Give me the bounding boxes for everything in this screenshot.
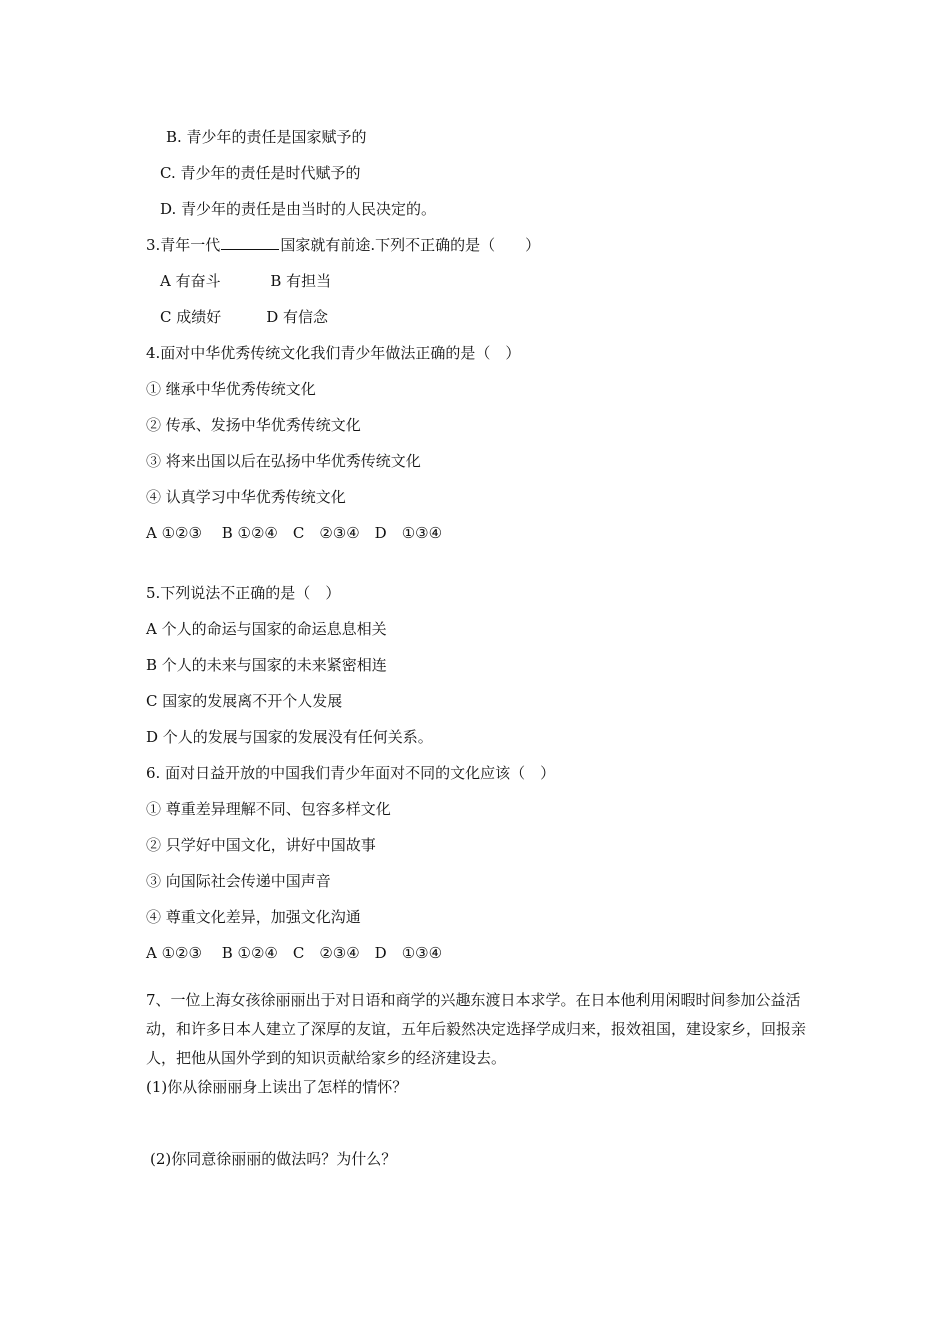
- q2-option-c: C. 青少年的责任是时代赋予的: [160, 164, 361, 182]
- q6-item: ① 尊重差异理解不同、包容多样文化: [146, 800, 391, 818]
- q5-stem: 5.下列说法不正确的是（ ）: [146, 584, 341, 602]
- q4-choices: A ①②③ B ①②④ C ②③④ D ①③④: [146, 524, 443, 542]
- q4-stem: 4.面对中华优秀传统文化我们青少年做法正确的是（ ）: [146, 344, 521, 362]
- q6-item: ④ 尊重文化差异，加强文化沟通: [146, 908, 361, 926]
- q4-item: ① 继承中华优秀传统文化: [146, 380, 316, 398]
- q4-item: ② 传承、发扬中华优秀传统文化: [146, 416, 361, 434]
- q2-option-b: B. 青少年的责任是国家赋予的: [166, 128, 367, 146]
- q2-option-d: D. 青少年的责任是由当时的人民决定的。: [160, 200, 437, 218]
- q6-stem: 6. 面对日益开放的中国我们青少年面对不同的文化应该（ ）: [146, 764, 556, 782]
- q3-stem-before: 3.青年一代: [146, 236, 221, 254]
- q3-options-row1: A 有奋斗 B 有担当: [160, 272, 332, 290]
- q3-answer-blank: [221, 235, 279, 250]
- q7-paragraph: 7、一位上海女孩徐丽丽出于对日语和商学的兴趣东渡日本求学。在日本他利用闲暇时间参加公益活动，和许多日本人建立了深厚的友谊，五年后毅然决定选择学成归来，报效祖国，建设家乡，回报亲人，把他从国外学到的知识贡献给家乡的经济建设去。: [146, 991, 807, 1067]
- q4-item: ③ 将来出国以后在弘扬中华优秀传统文化: [146, 452, 421, 470]
- q3-stem: [146, 235, 540, 255]
- q4-item: ④ 认真学习中华优秀传统文化: [146, 488, 346, 506]
- q6-item: ② 只学好中国文化，讲好中国故事: [146, 836, 376, 854]
- q3-stem-after: 国家就有前途.下列不正确的是（ ）: [280, 236, 541, 254]
- q7-subquestion-1: (1)你从徐丽丽身上读出了怎样的情怀？: [146, 1078, 408, 1096]
- q7-subquestion-2: (2)你同意徐丽丽的做法吗？为什么？: [150, 1150, 397, 1168]
- q5-item: D 个人的发展与国家的发展没有任何关系。: [146, 728, 433, 746]
- q6-item: ③ 向国际社会传递中国声音: [146, 872, 331, 890]
- q5-item: A 个人的命运与国家的命运息息相关: [146, 620, 387, 638]
- q3-options-row2: C 成绩好 D 有信念: [160, 308, 329, 326]
- q5-item: B 个人的未来与国家的未来紧密相连: [146, 656, 387, 674]
- q5-item: C 国家的发展离不开个人发展: [146, 692, 343, 710]
- q6-choices: A ①②③ B ①②④ C ②③④ D ①③④: [146, 944, 443, 962]
